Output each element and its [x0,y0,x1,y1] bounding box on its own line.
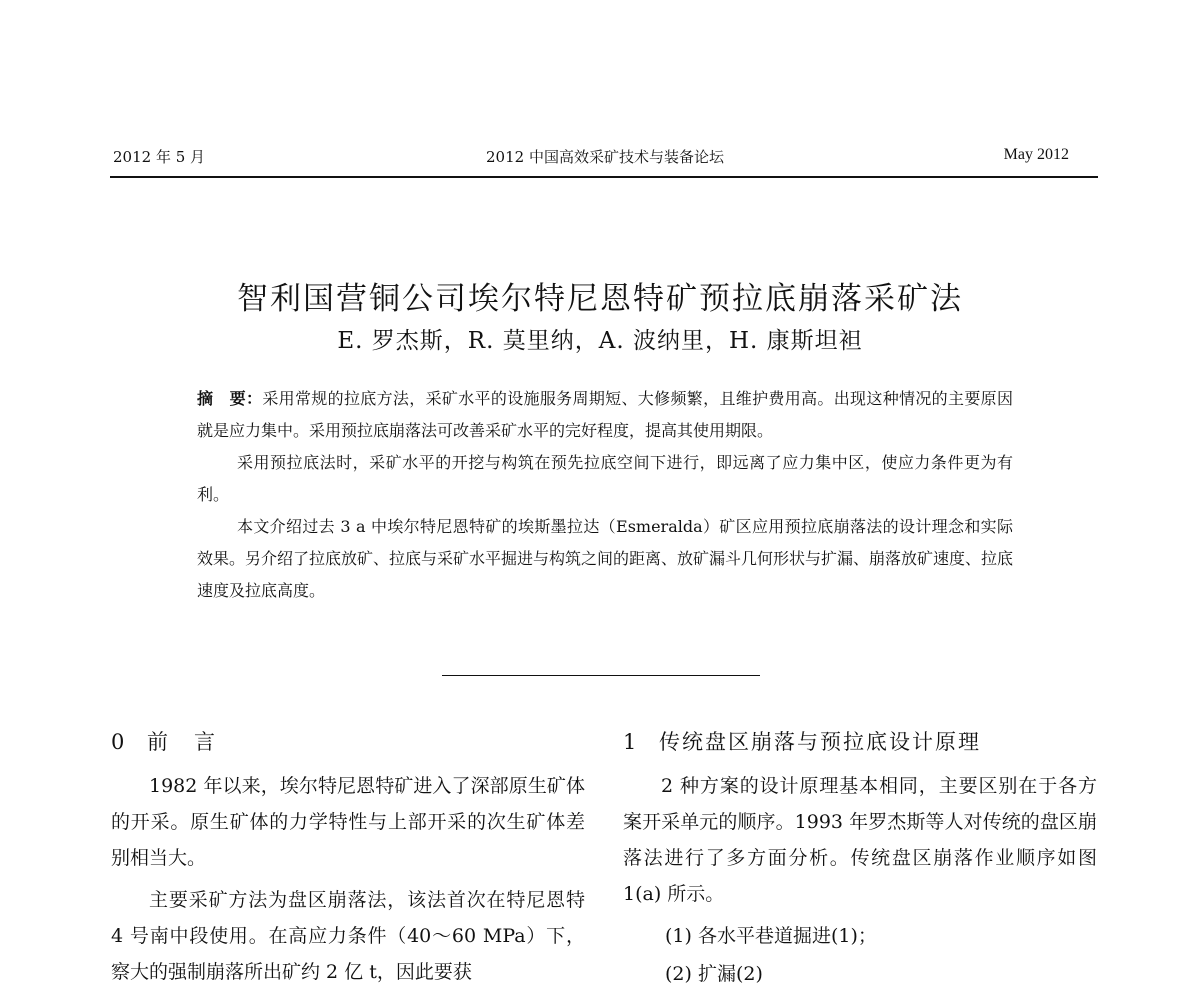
section-number: 0 [111,730,127,754]
section-title-char-1: 前 [147,730,170,754]
header-forum-name: 2012 中国高效采矿技术与装备论坛 [486,148,724,166]
header-date-cn: 2012 年 5 月 [113,148,206,166]
right-column [623,724,1097,994]
abstract [197,383,1013,607]
section-heading-introduction [111,724,585,756]
body-paragraph: 2 种方案的设计原理基本相同，主要区别在于各方案开采单元的顺序。1993 年罗杰斯等人对传统的盘区崩落法进行了多方面分析。传统盘区崩落作业顺序如图 1(a) 所示。 [623,775,1097,905]
header-rule [110,176,1098,178]
paper-title: 智利国营铜公司埃尔特尼恩特矿预拉底崩落采矿法 [237,280,963,317]
section-number: 1 [623,730,639,754]
section-title: 传统盘区崩落与预拉底设计原理 [659,730,981,754]
body-paragraph: 主要采矿方法为盘区崩落法，该法首次在特尼恩特 4 号南中段使用。在高应力条件（40～60 MPa）下，察大的强制崩落所出矿约 2 亿 t，因此要获 [111,889,585,983]
abstract-paragraph-2: 采用预拉底法时，采矿水平的开挖与构筑在预先拉底空间下进行，即远离了应力集中区，使应力条件更为有利。 [197,453,1013,504]
body-paragraph: 1982 年以来，埃尔特尼恩特矿进入了深部原生矿体的开采。原生矿体的力学特性与上部开采的次生矿体差别相当大。 [111,775,585,869]
abstract-paragraph-1 [197,383,1013,447]
list-item: (2) 扩漏(2) [665,963,763,985]
left-column [111,724,585,996]
author-list: E. 罗杰斯，R. 莫里纳，A. 波纳里，H. 康斯坦袒 [337,328,863,354]
list-item: (1) 各水平巷道掘进(1)； [665,925,877,947]
abstract-label: 摘 要： [197,389,263,408]
abstract-paragraph-3: 本文介绍过去 3 a 中埃尔特尼恩特矿的埃斯墨拉达（Esmeralda）矿区应用预拉底崩落法的设计理念和实际效果。另介绍了拉底放矿、拉底与采矿水平掘进与构筑之间的距离、放矿漏斗几何形状与扩漏、崩落放矿速度、拉底速度及拉底高度。 [197,517,1014,600]
abstract-divider [442,675,760,676]
section-heading-design-principle [623,724,1097,756]
section-title-char-2: 言 [194,730,217,754]
abstract-text-1: 采用常规的拉底方法，采矿水平的设施服务周期短、大修频繁，且维护费用高。出现这种情况的主要原因就是应力集中。采用预拉底崩落法可改善采矿水平的完好程度，提高其使用期限。 [197,389,1013,440]
header-date-en: May 2012 [1003,146,1069,163]
running-header [113,146,1097,170]
